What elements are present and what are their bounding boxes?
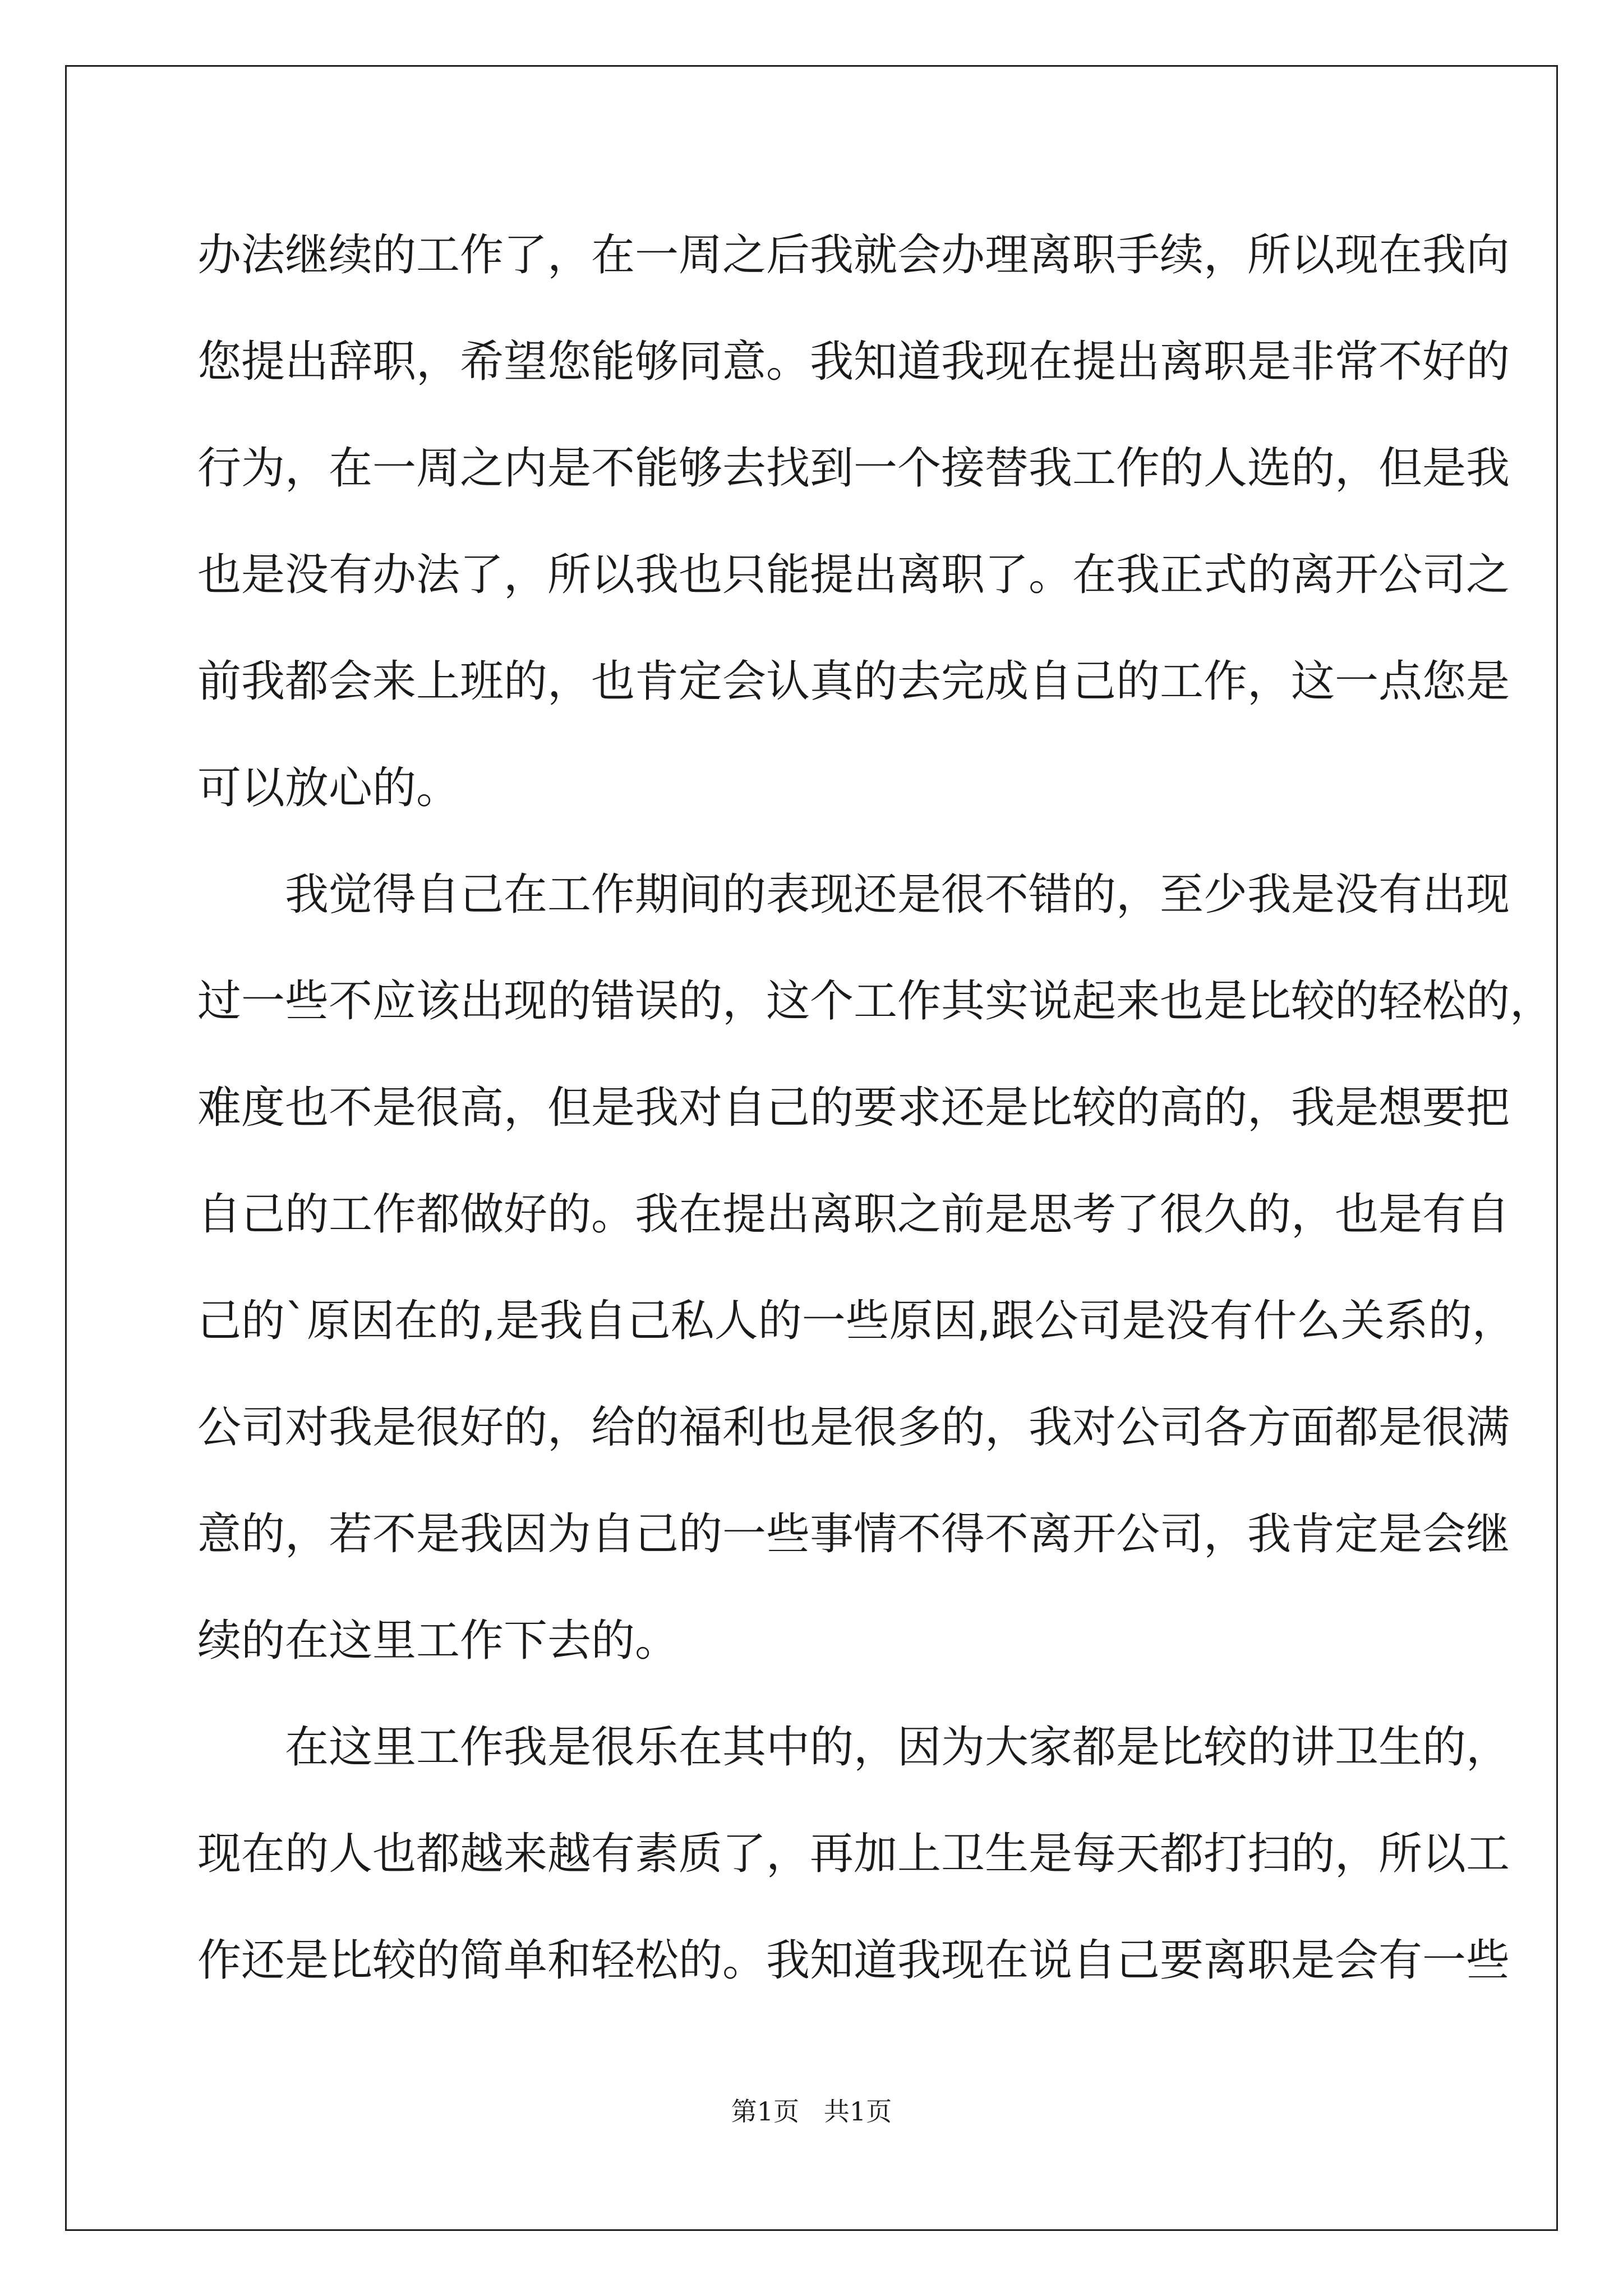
text-line: 在这里工作我是很乐在其中的，因为大家都是比较的讲卫生的， [285,1722,1510,1773]
text-line: 也是没有办法了，所以我也只能提出离职了。在我正式的离开公司之 [197,550,1510,600]
document-body [197,202,1554,2014]
text-line: 公司对我是很好的，给的福利也是很多的，我对公司各方面都是很满 [197,1402,1510,1453]
text-line: 续的在这里工作下去的。 [197,1616,679,1666]
text-line: 己的`原因在的,是我自己私人的一些原因,跟公司是没有什么关系的， [197,1296,1516,1346]
page-footer: 第1页 共1页 [731,2096,892,2127]
text-line: 过一些不应该出现的错误的，这个工作其实说起来也是比较的轻松的， [197,976,1554,1027]
text-line: 前我都会来上班的，也肯定会认真的去完成自己的工作，这一点您是 [197,656,1510,707]
text-line: 可以放心的。 [197,763,460,813]
text-line: 办法继续的工作了，在一周之后我就会办理离职手续，所以现在我向 [197,230,1510,280]
text-line: 现在的人也都越来越有素质了，再加上卫生是每天都打扫的，所以工 [197,1829,1510,1879]
text-line: 我觉得自己在工作期间的表现还是很不错的，至少我是没有出现 [285,869,1510,920]
text-line: 行为，在一周之内是不能够去找到一个接替我工作的人选的，但是我 [197,443,1510,494]
text-line: 您提出辞职，希望您能够同意。我知道我现在提出离职是非常不好的 [197,337,1510,387]
text-line: 难度也不是很高，但是我对自己的要求还是比较的高的，我是想要把 [197,1083,1510,1133]
text-line: 作还是比较的简单和轻松的。我知道我现在说自己要离职是会有一些 [197,1935,1510,1986]
text-line: 自己的工作都做好的。我在提出离职之前是思考了很久的，也是有自 [197,1189,1510,1240]
text-line: 意的，若不是我因为自己的一些事情不得不离开公司，我肯定是会继 [197,1509,1510,1559]
